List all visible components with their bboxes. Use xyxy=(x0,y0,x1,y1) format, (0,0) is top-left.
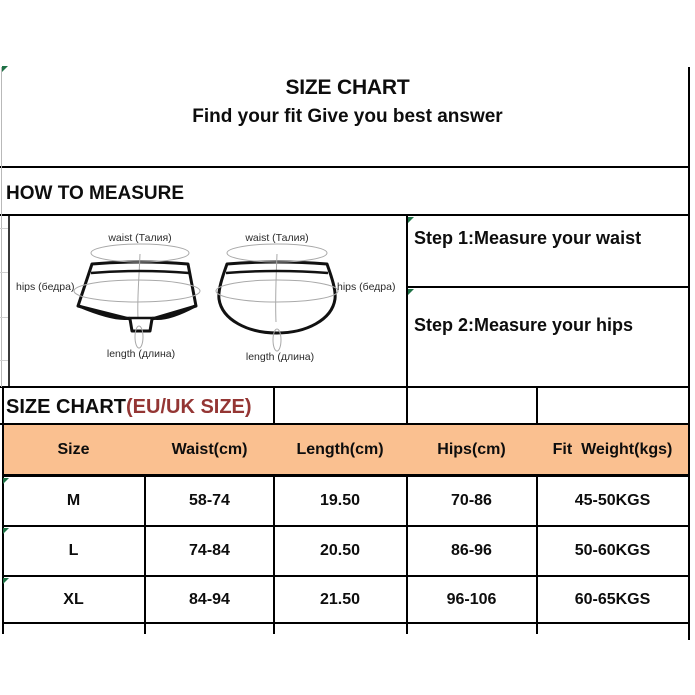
size-chart-heading xyxy=(6,392,252,423)
divider xyxy=(2,622,690,624)
step-1-text: Step 1:Measure your waist xyxy=(414,228,642,248)
cell-hips: 86-96 xyxy=(451,542,492,559)
length-label-right: length (длина) xyxy=(245,351,315,363)
cell-length: 21.50 xyxy=(319,591,361,608)
divider xyxy=(688,67,690,640)
cell-marker-triangle xyxy=(408,217,414,223)
cell-waist: 84-94 xyxy=(189,591,230,608)
divider xyxy=(0,386,690,388)
measurement-diagram xyxy=(8,216,407,386)
table-header-row xyxy=(2,425,688,474)
cell-size: L xyxy=(68,542,79,559)
page-subtitle: Find your fit Give you best answer xyxy=(192,106,503,127)
cell-length: 20.50 xyxy=(319,542,361,559)
gridline-artifact xyxy=(1,67,2,387)
divider xyxy=(406,286,690,288)
cell-length: 19.50 xyxy=(319,492,361,509)
table-row xyxy=(2,577,688,622)
cell-marker-triangle xyxy=(408,289,414,295)
panty-boyshort-diagram xyxy=(216,244,338,351)
step-2-text: Step 2:Measure your hips xyxy=(414,315,634,335)
page-title: SIZE CHART xyxy=(285,76,410,99)
cell-marker-triangle xyxy=(2,66,8,72)
size-chart-heading-accent: (EU/UK SIZE) xyxy=(126,396,252,418)
column-header-hips: Hips(cm) xyxy=(437,441,506,458)
length-label-left: length (длина) xyxy=(106,348,176,360)
cell-size: XL xyxy=(63,591,84,608)
hips-label-right: hips (бедра) xyxy=(337,281,396,293)
how-to-measure-heading: HOW TO MEASURE xyxy=(6,183,185,204)
gridline-artifact xyxy=(0,228,8,229)
waist-label-left: waist (Талия) xyxy=(108,232,172,244)
cell-fit-weight: 60-65KGS xyxy=(574,591,651,608)
cell-waist: 74-84 xyxy=(189,542,230,559)
column-header-size: Size xyxy=(57,441,90,458)
column-header-fit-weight: Fit Weight(kgs) xyxy=(552,441,673,458)
hips-label-left: hips (бедра) xyxy=(16,281,75,293)
column-header-waist: Waist(cm) xyxy=(171,441,248,458)
table-row xyxy=(2,477,688,525)
gridline-artifact xyxy=(0,360,8,361)
gridline-artifact xyxy=(0,317,8,318)
cell-size: M xyxy=(66,492,81,509)
cell-fit-weight: 45-50KGS xyxy=(574,492,651,509)
size-chart-heading-main: SIZE CHART xyxy=(6,396,126,418)
cell-waist: 58-74 xyxy=(189,492,230,509)
waist-label-right: waist (Талия) xyxy=(245,232,309,244)
panty-diagrams xyxy=(8,216,407,386)
gridline-artifact xyxy=(0,272,8,273)
table-row xyxy=(2,527,688,575)
column-header-length: Length(cm) xyxy=(296,441,384,458)
divider xyxy=(0,166,690,168)
cell-fit-weight: 50-60KGS xyxy=(574,542,651,559)
panty-brief-diagram xyxy=(74,244,200,348)
cell-hips: 96-106 xyxy=(446,591,497,608)
cell-hips: 70-86 xyxy=(451,492,492,509)
